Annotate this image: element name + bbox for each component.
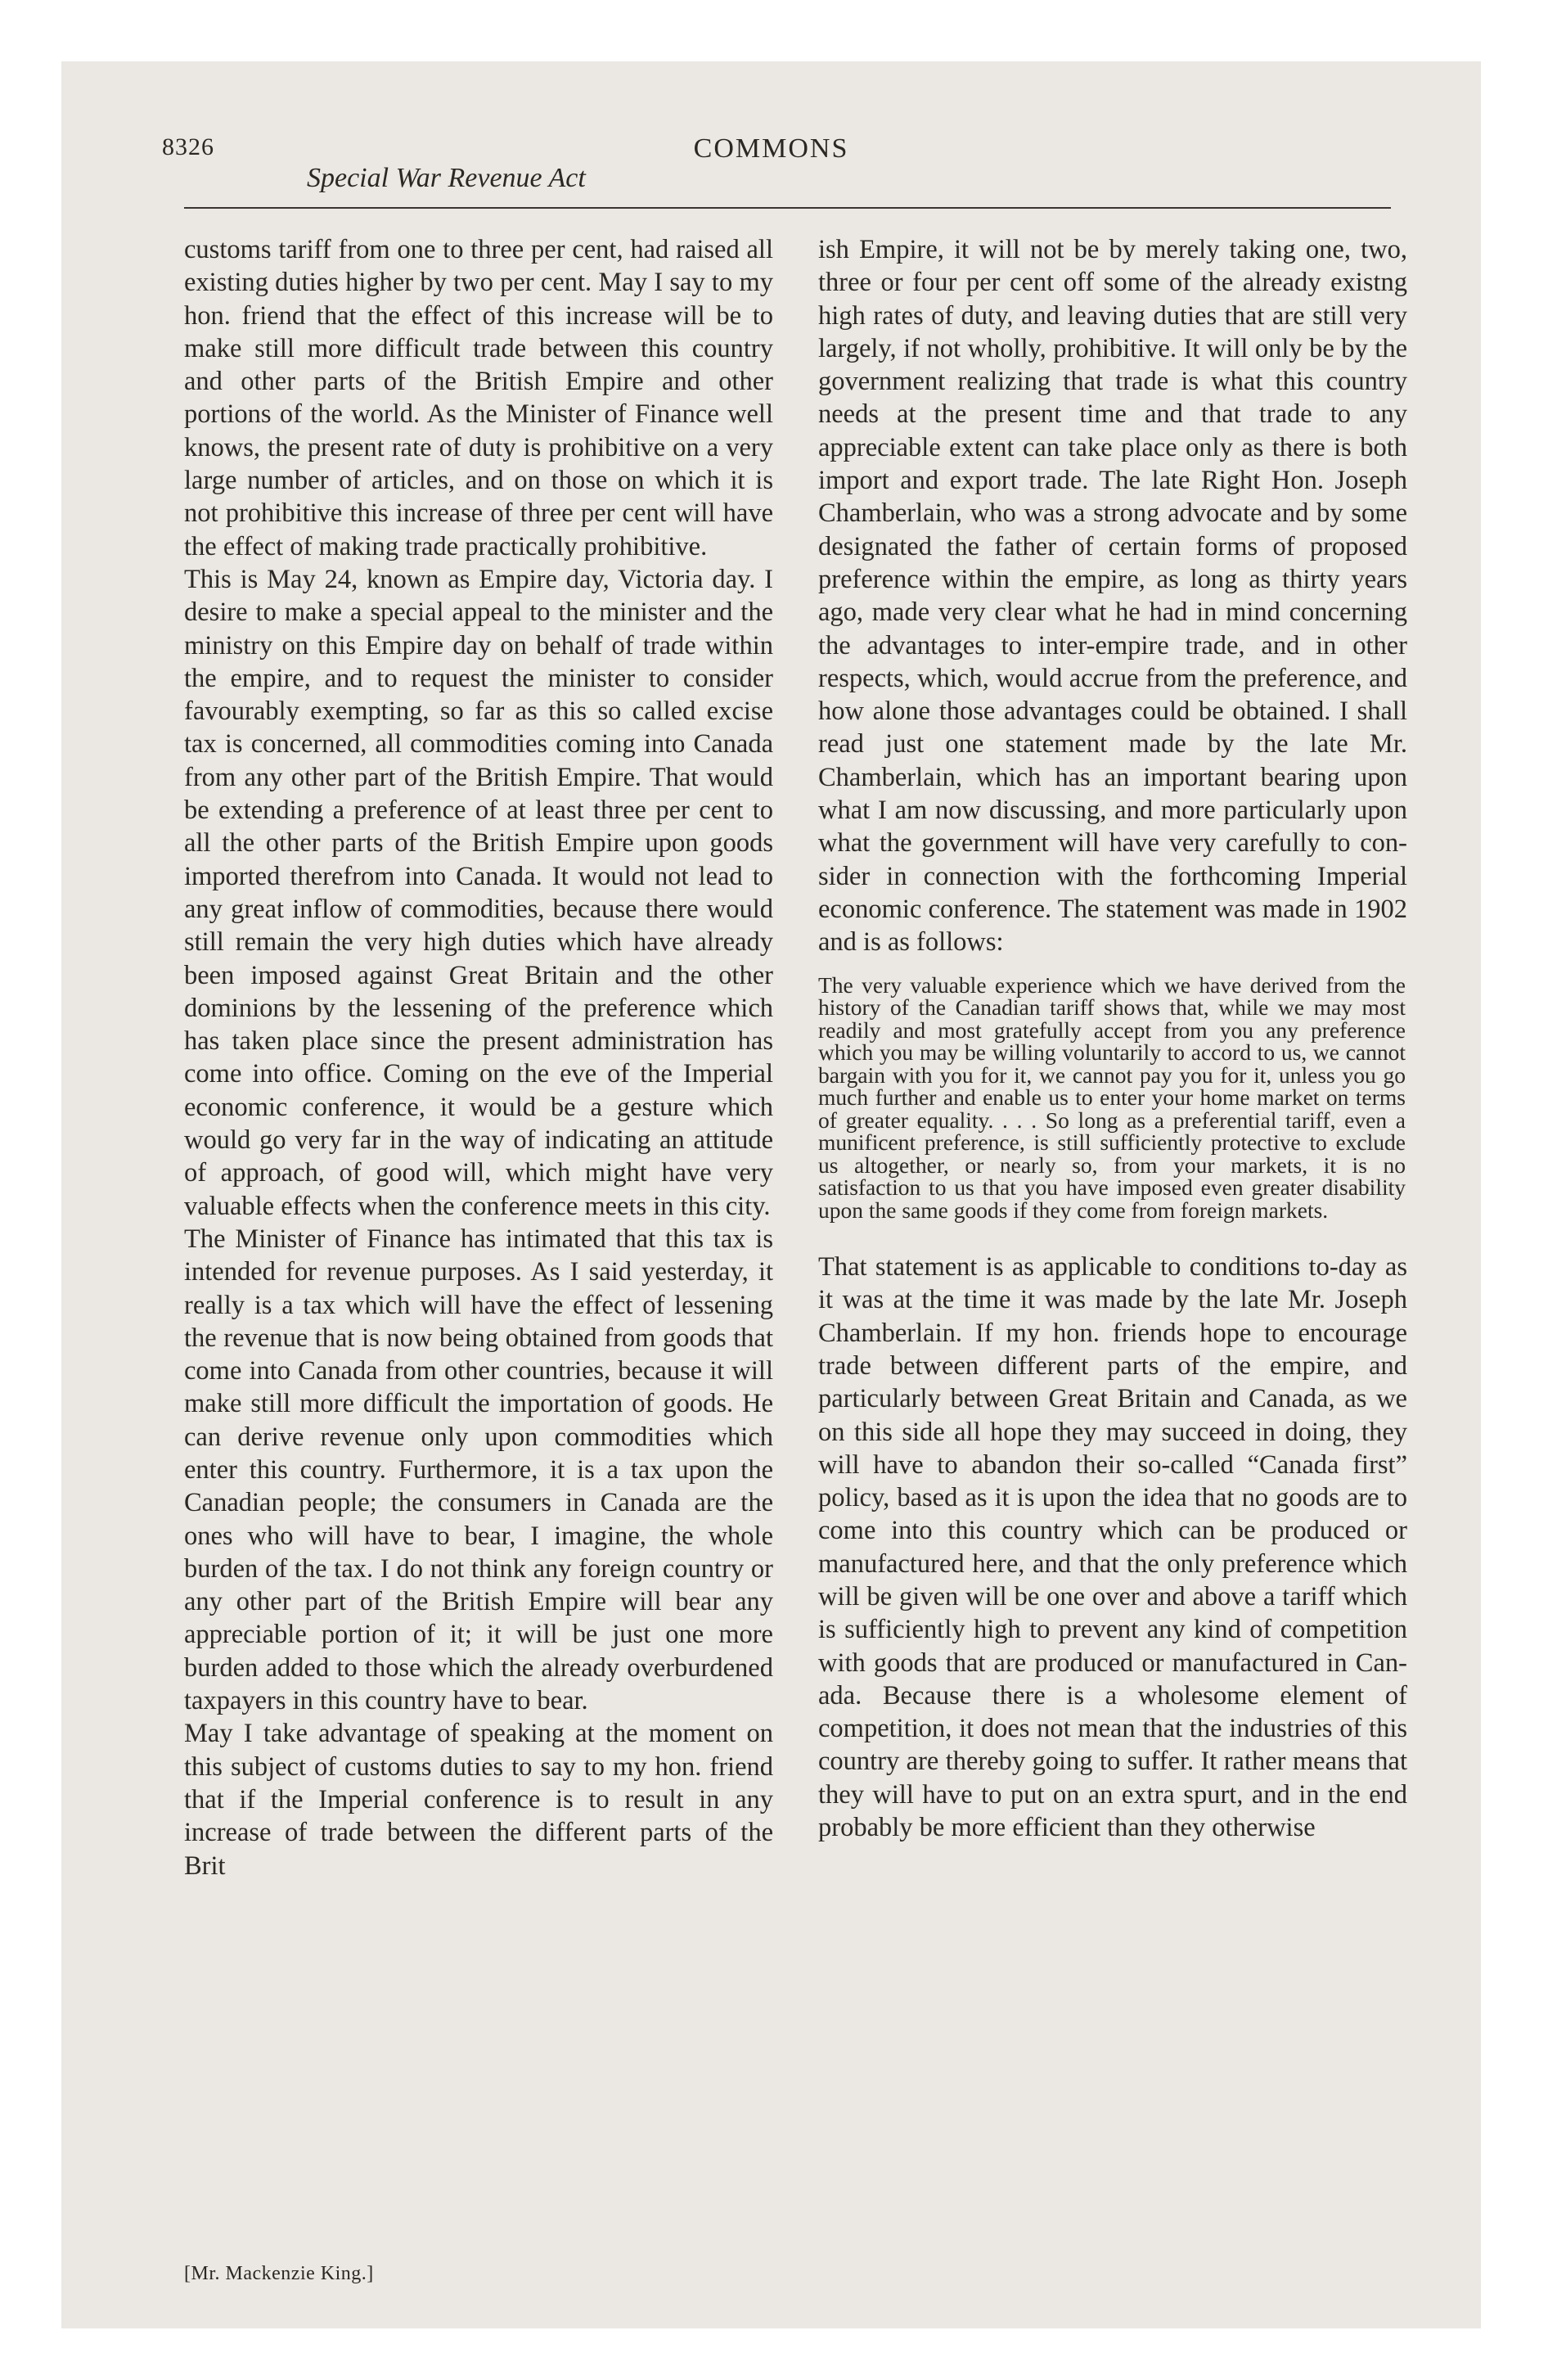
- right-column: [818, 233, 1407, 1844]
- paragraph: The Minister of Finance has intimated that this tax is intended for revenue purposes. As I said yesterday, it really is a tax which will have the effect of lessening the revenue that is now being obtained from goods that come into Canada from other countries, because it will make still more difficult the importation of goods. He can derive revenue only upon commodities which enter this country. Furthermore, it is a tax upon the Canadian people; the consumers in Canada are the ones who will have to bear, I imagine, the whole burden of the tax. I do not think any foreign country or any other part of the British Empire will bear any appreciable portion of it; it will be just one more burden added to those which the already overburdened taxpayers in this country have to bear.: [184, 1224, 773, 1716]
- section-title: Special War Revenue Act: [307, 163, 586, 193]
- paragraph: That statement is as applicable to conditions to-day as it was at the time it was made by the late Mr. Joseph Chamberlain. If my hon. friends hope to encourage trade between different parts of the empire, and particularly between Great Britain and Canada, as we on this side all hope they may succeed in doing, they will have to abandon their so-called “Canada first” policy, based as it is upon the idea that no goods are to come into this country which can be produced or manufactured here, and that the only preference which will be given will be one over and above a tariff which is sufficiently high to prevent any kind of competition with goods that are produced or manufactured in Canada. Because there is a wholesome element of competition, it does not mean that the industries of this country are thereby going to suffer. It rather means that they will have to put on an extra spurt, and in the end probably be more efficient than they otherwise: [818, 1252, 1407, 1843]
- paragraph: ish Empire, it will not be by merely taking one, two, three or four per cent off some of the already existng high rates of duty, and leaving duties that are still very largely, if not wholly, prohibitive. It will only be by the government realizing that trade is what this country needs at the present time and that trade to any appreciable extent can take place only as there is both import and export trade. The late Right Hon. Joseph Chamberlain, who was a strong advocate and by some designated the father of certain forms of proposed preference within the empire, as long as thirty years ago, made very clear what he had in mind concerning the advantages to inter-empire trade, and in other respects, which, would accrue from the preference, and how alone those advantages could be obtained. I shall read just one statement made by the late Mr. Chamberlain, which has an important bearing upon what I am now discussing, and more particularly upon what the government will have very carefully to consider in connection with the forthcoming Imperial economic conference. The statement was made in 1902 and is as follows:: [818, 235, 1407, 958]
- paragraph: customs tariff from one to three per cent, had raised all existing duties higher by two per cent. May I say to my hon. friend that the effect of this increase will be to make still more difficult trade between this country and other parts of the British Empire and other portions of the world. As the Minister of Finance well knows, the present rate of duty is prohibitive on a very large number of articles, and on those on which it is not prohibitive this increase of three per cent will have the effect of making trade practically prohibitive.: [184, 235, 773, 561]
- page-number: 8326: [162, 133, 214, 160]
- paragraph: May I take advantage of speaking at the moment on this subject of customs duties to say to my hon. friend that if the Imperial conference is to result in any increase of trade between the different parts of the Brit: [184, 1719, 773, 1881]
- running-head: COMMONS: [693, 133, 849, 164]
- paragraph: This is May 24, known as Empire day, Victoria day. I desire to make a special appeal to the minister and the ministry on this Empire day on behalf of trade within the empire, and to request the minister to consider favourably exempting, so far as this so called excise tax is concerned, all commodities coming into Canada from any other part of the British Empire. That would be extending a preference of at least three per cent to all the other parts of the British Empire upon goods imported therefrom into Canada. It would not lead to any great inflow of commodities, because there would still remain the very high duties which have already been imposed against Great Britain and the other dominions by the lessening of the preference which has taken place since the present administration has come into office. Coming on the eve of the Imperial economic conference, it would be a gesture which would go very far in the way of indicating an attitude of approach, of good will, which might have very valuable effects when the conference meets in this city.: [184, 564, 773, 1221]
- header-rule: [184, 207, 1391, 209]
- block-quote: The very valuable experience which we have derived from the history of the Canadian tariff shows that, while we may most readily and most gratefully accept from you any preference which you may be willing voluntarily to accord to us, we cannot bargain with you for it, we cannot pay you for it, unless you go much further and enable us to enter your home market on terms of greater equality. . . . So long as a preferential tariff, even a munificent preference, is still sufficiently protective to exclude us altogether, or nearly so, from your markets, it is no satisfaction to us that you have imposed even greater disability upon the same goods if they come from foreign markets.: [818, 971, 1406, 1223]
- document-page: [61, 61, 1481, 2328]
- left-column: [184, 233, 773, 1882]
- speaker-reference: [Mr. Mackenzie King.]: [184, 2263, 374, 2284]
- page-header: [61, 61, 1481, 225]
